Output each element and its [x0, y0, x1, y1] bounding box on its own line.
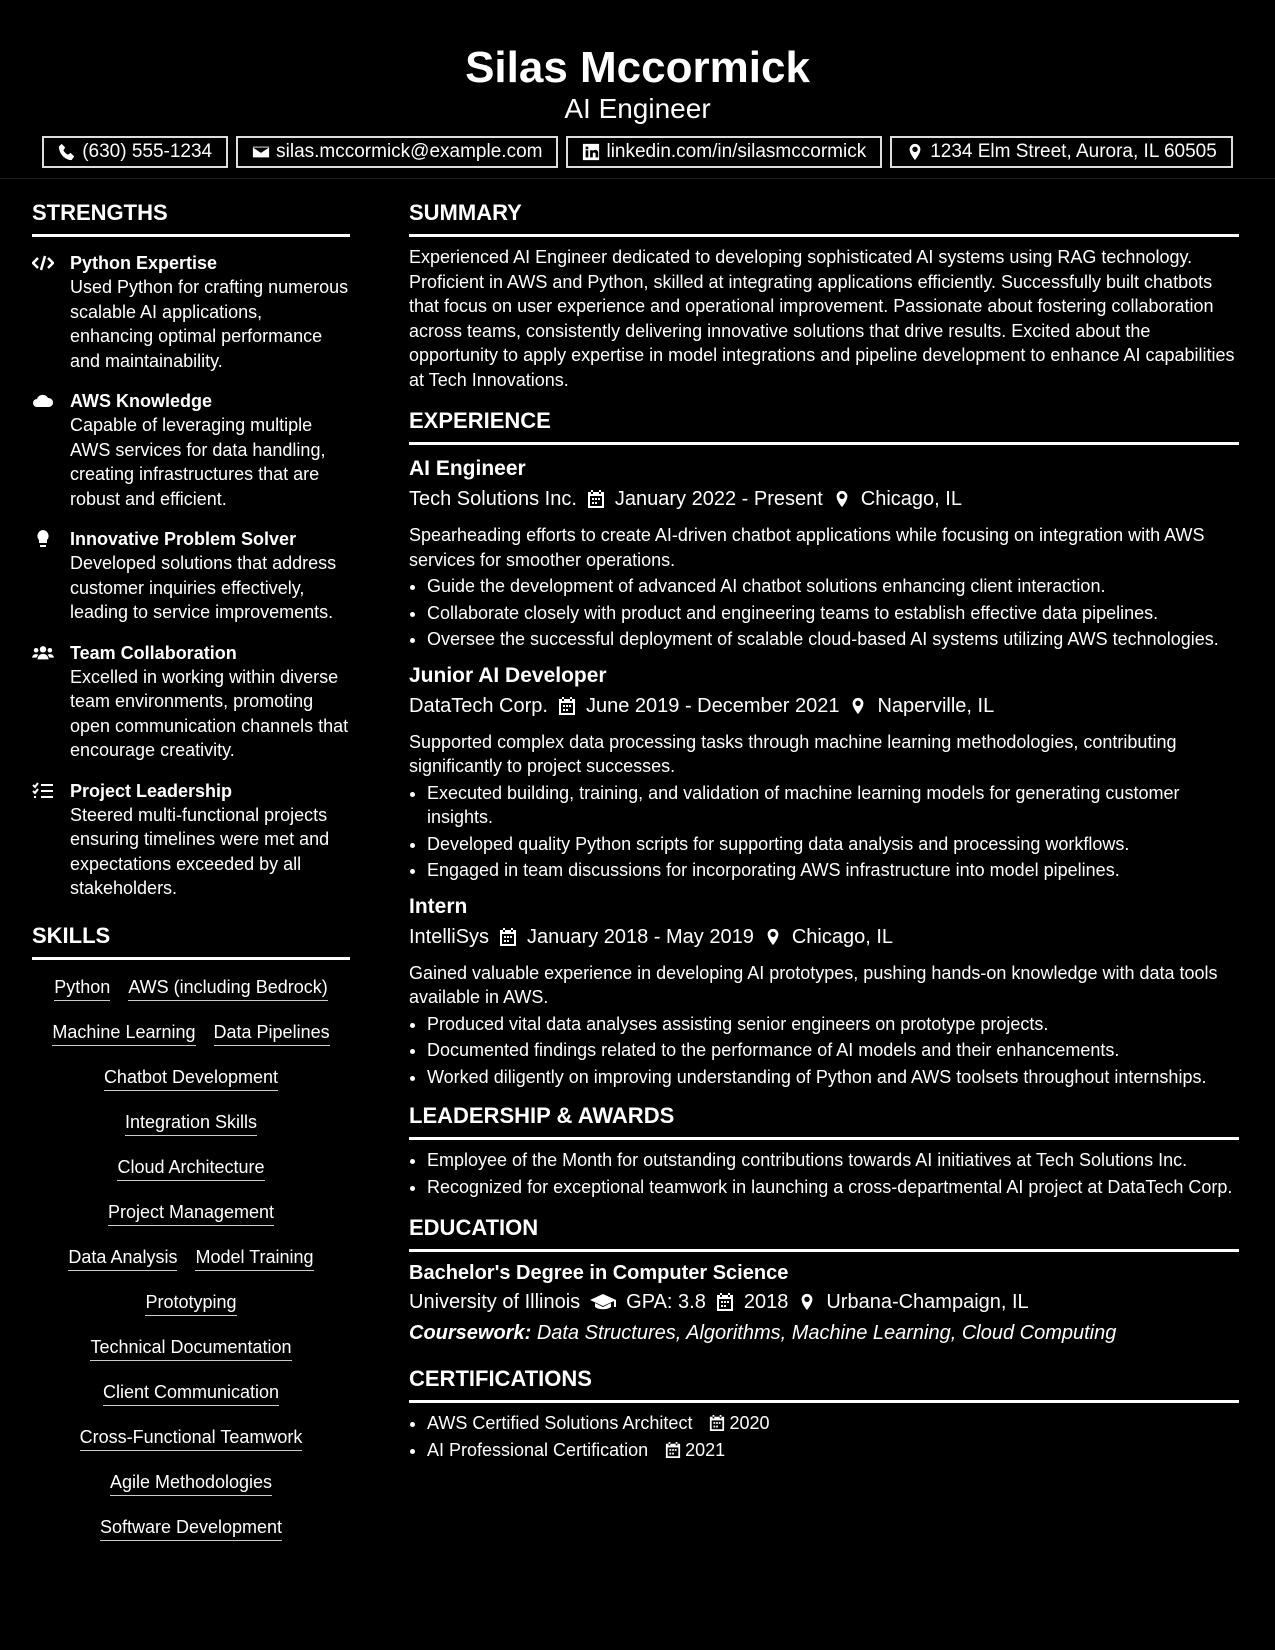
location-pin-icon — [906, 143, 924, 161]
summary-text: Experienced AI Engineer dedicated to developing sophisticated AI systems using RAG technology. Proficient in AWS and Python, skilled at integrating applications efficiently. Successfully built chatbots that focus on user experience and operational improvement. Passionate about fostering collaboration across teams, consistently delivering innovative solutions that drive results. Excited about the opportunity to apply expertise in model integrations and pipeline development to enhance AI capabilities at Tech Innovations. — [409, 247, 1235, 390]
contact-address[interactable] — [890, 136, 1233, 168]
graduation-year: 2018 — [743, 1291, 789, 1313]
calendar-icon — [709, 1414, 725, 1432]
calendar-icon — [499, 927, 517, 947]
location-pin-icon — [849, 696, 867, 716]
skill-tag: Software Development — [100, 1514, 282, 1541]
linkedin-icon — [582, 143, 600, 161]
skill-tag: Technical Documentation — [90, 1334, 291, 1361]
code-icon — [32, 253, 54, 273]
calendar-icon — [716, 1292, 734, 1312]
strength-heading: AWS Knowledge — [70, 391, 213, 411]
location-pin-icon — [798, 1292, 816, 1312]
coursework-label: Coursework: — [409, 1322, 532, 1344]
certification-name: AWS Certified Solutions Architect — [427, 1413, 693, 1433]
certifications-list — [409, 1411, 1239, 1462]
list-item — [427, 1438, 1239, 1463]
list-item: • Oversee the successful deployment of scalable cloud-based AI systems utilizing AWS technologies. — [427, 627, 1239, 652]
section-divider — [409, 1400, 1239, 1403]
strength-item — [32, 641, 350, 763]
section-divider — [409, 1137, 1239, 1140]
contact-linkedin[interactable] — [566, 136, 882, 168]
graduation-cap-icon — [590, 1292, 616, 1312]
list-item: • Developed quality Python scripts for supporting data analysis and processing workflows. — [427, 832, 1239, 857]
summary-title: SUMMARY — [409, 200, 522, 225]
job-bullets — [409, 574, 1239, 652]
job-description: Spearheading efforts to create AI-driven chatbot applications while focusing on integration with AWS services for smoother operations. — [409, 525, 1205, 570]
job-bullets — [409, 1012, 1239, 1090]
list-item: • Employee of the Month for outstanding contributions towards AI initiatives at Tech Solutions Inc. — [427, 1148, 1239, 1173]
skill-row — [32, 1469, 350, 1514]
skill-row — [32, 1289, 350, 1334]
envelope-icon — [252, 143, 270, 161]
job-entry — [409, 893, 1239, 1090]
experience-title: EXPERIENCE — [409, 408, 551, 433]
strength-description: Developed solutions that address customer inquiries effectively, leading to service improvements. — [70, 553, 337, 622]
gpa: GPA: 3.8 — [626, 1291, 706, 1313]
coursework — [409, 1318, 1239, 1348]
job-meta — [409, 921, 1239, 953]
skill-tag: Machine Learning — [52, 1019, 195, 1046]
section-divider — [409, 234, 1239, 237]
location-pin-icon — [833, 489, 851, 509]
strength-description: Steered multi-functional projects ensuring timelines were met and expectations exceeded by all stakeholders. — [70, 804, 330, 898]
cloud-icon — [32, 391, 54, 411]
section-divider — [32, 957, 350, 960]
skill-row — [32, 1019, 350, 1064]
strength-description: Used Python for crafting numerous scalable AI applications, enhancing optimal performance and maintainability. — [70, 277, 349, 371]
job-title: Intern — [409, 894, 468, 918]
calendar-icon — [587, 489, 605, 509]
calendar-icon — [558, 696, 576, 716]
certification-year: 2020 — [729, 1413, 770, 1433]
education-meta — [409, 1286, 1239, 1318]
skill-row — [32, 974, 350, 1019]
job-dates: January 2022 - Present — [614, 488, 823, 510]
job-meta — [409, 483, 1239, 515]
skills-title: SKILLS — [32, 922, 111, 948]
school-location: Urbana-Champaign, IL — [826, 1291, 1029, 1313]
skill-tag: Integration Skills — [125, 1109, 257, 1136]
contact-email-text: silas.mccormick@example.com — [276, 141, 543, 162]
contact-linkedin-text: linkedin.com/in/silasmccormick — [606, 141, 867, 162]
list-item: • Documented findings related to the performance of AI models and their enhancements. — [427, 1038, 1239, 1063]
list-item: • Engaged in team discussions for incorporating AWS infrastructure into model pipelines. — [427, 858, 1239, 883]
lightbulb-icon — [32, 529, 54, 549]
list-item: • Recognized for exceptional teamwork in launching a cross-departmental AI project at DataTech Corp. — [427, 1175, 1239, 1200]
skill-tag: Agile Methodologies — [110, 1469, 272, 1496]
skill-tag: Client Communication — [103, 1379, 279, 1406]
strengths-title: STRENGTHS — [32, 200, 168, 225]
list-item: • Guide the development of advanced AI chatbot solutions enhancing client interaction. — [427, 574, 1239, 599]
strength-description: Excelled in working within diverse team environments, promoting open communication channels that encourage creativity. — [70, 666, 349, 760]
contact-bar — [0, 136, 1275, 168]
job-dates: January 2018 - May 2019 — [527, 925, 754, 948]
resume-header — [0, 0, 1275, 179]
job-location: Chicago, IL — [791, 925, 894, 948]
skill-row — [32, 1379, 350, 1424]
job-meta — [409, 690, 1239, 722]
job-title: AI Engineer — [409, 457, 526, 480]
education-title: EDUCATION — [409, 1215, 539, 1240]
job-location: Chicago, IL — [860, 488, 962, 510]
section-divider — [409, 442, 1239, 445]
phone-icon — [58, 143, 76, 161]
skill-row — [32, 1064, 350, 1109]
job-bullets — [409, 781, 1239, 883]
list-check-icon — [32, 781, 54, 801]
strength-heading: Innovative Problem Solver — [70, 529, 297, 549]
strength-description: Capable of leveraging multiple AWS services for data handling, creating infrastructures that are robust and efficient. — [70, 415, 326, 509]
skill-tag: Python — [54, 974, 110, 1001]
right-column — [409, 198, 1239, 1464]
strength-item — [32, 389, 350, 511]
list-item: • Produced vital data analyses assisting senior engineers on prototype projects. — [427, 1012, 1239, 1037]
skill-tag: Data Pipelines — [214, 1019, 330, 1046]
job-location: Naperville, IL — [877, 694, 995, 717]
left-column — [32, 198, 350, 1559]
calendar-icon — [665, 1441, 681, 1459]
contact-phone[interactable] — [42, 136, 228, 168]
skill-tag: Project Management — [108, 1199, 274, 1226]
job-entry — [409, 455, 1239, 652]
certification-year: 2021 — [685, 1439, 726, 1460]
job-description: Gained valuable experience in developing AI prototypes, pushing hands-on knowledge with data tools available in AWS. — [409, 962, 1218, 1007]
skill-tag: AWS (including Bedrock) — [128, 974, 327, 1001]
skill-row — [32, 1424, 350, 1469]
skill-tag: Cloud Architecture — [117, 1154, 264, 1181]
strength-item — [32, 251, 350, 373]
candidate-title: AI Engineer — [564, 93, 711, 124]
candidate-name: Silas Mccormick — [465, 43, 810, 92]
contact-email[interactable] — [236, 136, 558, 168]
section-divider — [409, 1249, 1239, 1252]
skill-tag: Data Analysis — [68, 1244, 177, 1271]
company-name: IntelliSys — [409, 925, 490, 948]
certifications-title: CERTIFICATIONS — [409, 1366, 592, 1391]
strength-item — [32, 527, 350, 625]
job-dates: June 2019 - December 2021 — [585, 694, 840, 717]
list-item: • Worked diligently on improving understanding of Python and AWS toolsets throughout internships. — [427, 1065, 1239, 1090]
job-title: Junior AI Developer — [409, 663, 607, 687]
job-description: Supported complex data processing tasks through machine learning methodologies, contributing significantly to project successes. — [409, 731, 1177, 776]
list-item: • Collaborate closely with product and engineering teams to establish effective data pipelines. — [427, 601, 1239, 626]
skill-tag: Cross-Functional Teamwork — [80, 1424, 303, 1451]
company-name: DataTech Corp. — [409, 694, 548, 717]
list-item — [427, 1411, 1239, 1436]
skill-row — [32, 1154, 350, 1199]
experience-list — [409, 455, 1239, 1089]
strength-item — [32, 779, 350, 901]
strength-heading: Team Collaboration — [70, 642, 237, 663]
list-item: • Executed building, training, and validation of machine learning models for generating customer insights. — [427, 781, 1239, 830]
job-entry — [409, 662, 1239, 883]
leadership-title: LEADERSHIP & AWARDS — [409, 1103, 675, 1128]
strength-heading: Python Expertise — [70, 253, 218, 273]
skill-row — [32, 1199, 350, 1244]
degree-title: Bachelor's Degree in Computer Science — [409, 1262, 789, 1284]
school-name: University of Illinois — [409, 1291, 581, 1313]
contact-address-text: 1234 Elm Street, Aurora, IL 60505 — [930, 141, 1217, 162]
users-icon — [32, 643, 54, 663]
certification-name: AI Professional Certification — [427, 1439, 649, 1460]
section-divider — [32, 234, 350, 237]
skill-row — [32, 1109, 350, 1154]
contact-phone-text: (630) 555-1234 — [82, 141, 213, 162]
skill-tag: Model Training — [195, 1244, 313, 1271]
strength-heading: Project Leadership — [70, 780, 233, 801]
leadership-list — [409, 1148, 1239, 1199]
skill-tag: Prototyping — [145, 1289, 236, 1316]
skill-tag: Chatbot Development — [104, 1064, 278, 1091]
skill-row — [32, 1244, 350, 1289]
skill-row — [32, 1334, 350, 1379]
company-name: Tech Solutions Inc. — [409, 488, 577, 510]
skills-list — [32, 974, 350, 1559]
location-pin-icon — [764, 927, 782, 947]
coursework-text: Data Structures, Algorithms, Machine Learning, Cloud Computing — [536, 1322, 1117, 1344]
skill-row — [32, 1514, 350, 1559]
